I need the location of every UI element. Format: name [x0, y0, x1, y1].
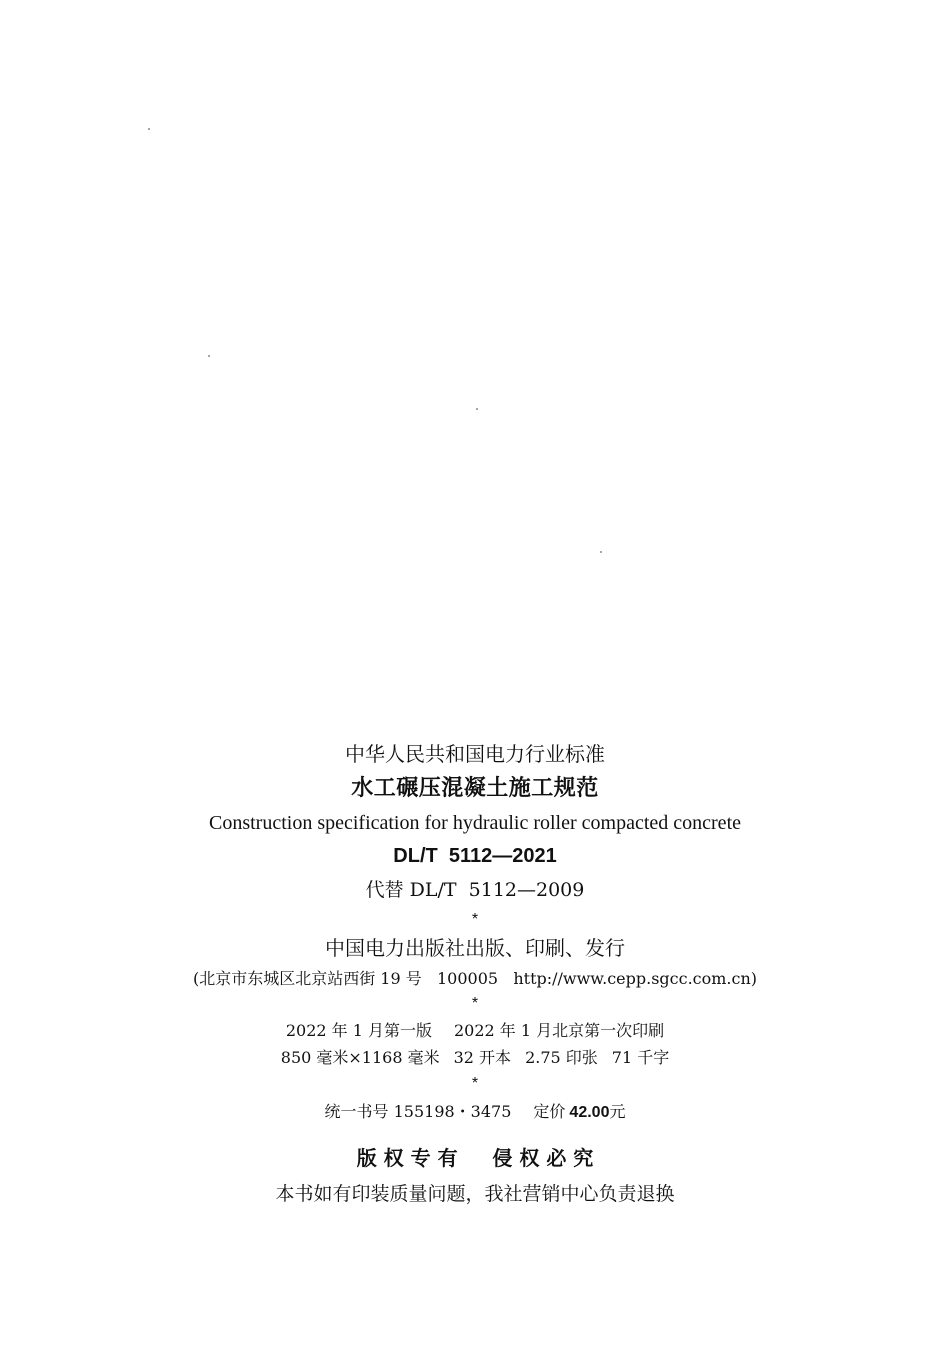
publisher-address: (北京市东城区北京站西街 19 号 100005 http://www.cepp.sgcc.com.cn)	[192, 969, 758, 988]
separator-star: *	[471, 911, 479, 928]
standard-category: 中华人民共和国电力行业标准	[345, 742, 605, 766]
separator-star: *	[471, 995, 479, 1012]
edition-info	[0, 1019, 950, 1043]
price-value: 42.00	[569, 1104, 610, 1121]
publisher: 中国电力出版社出版、印刷、发行	[325, 936, 625, 960]
format-info	[0, 1046, 950, 1070]
copyright-notice: 版 权 专 有 侵 权 必 究	[356, 1146, 594, 1170]
standard-code: DL/T 5112—2021	[393, 845, 557, 867]
title-cn: 水工碾压混凝土施工规范	[351, 776, 599, 801]
book-number: 统一书号 155198・3475	[324, 1102, 512, 1121]
scan-speck	[148, 128, 150, 130]
printing: 2022 年 1 月北京第一次印刷	[454, 1021, 665, 1040]
price-unit: 元	[609, 1102, 626, 1121]
scan-speck	[208, 355, 210, 357]
title-en: Construction specification for hydraulic roller compacted concrete	[208, 812, 741, 834]
book-number-line	[0, 1100, 950, 1125]
scan-speck	[600, 551, 602, 553]
kai-ben: 32 开本	[453, 1048, 512, 1067]
edition: 2022 年 1 月第一版	[285, 1021, 432, 1040]
separator-star: *	[471, 1075, 479, 1092]
word-count: 71 千字	[611, 1048, 670, 1067]
replaces-standard: 代替 DL/T 5112—2009	[365, 879, 585, 901]
scan-speck	[476, 408, 478, 410]
print-sheets: 2.75 印张	[525, 1048, 598, 1067]
price-label: 定价	[533, 1102, 566, 1121]
return-notice: 本书如有印装质量问题，我社营销中心负责退换	[275, 1183, 675, 1205]
paper-size: 850 毫米×1168 毫米	[280, 1048, 440, 1067]
